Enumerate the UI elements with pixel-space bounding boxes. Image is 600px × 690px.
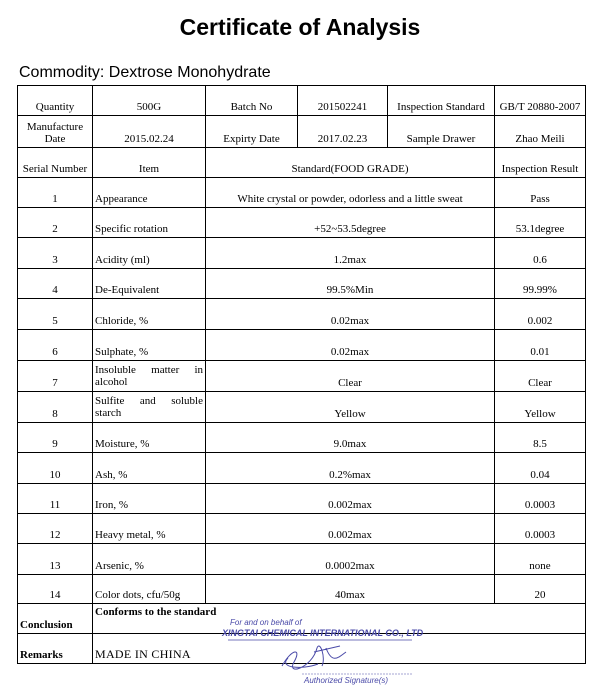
stamp-signature-text: Authorized Signature(s) bbox=[304, 676, 389, 685]
row-standard: 0.2%max bbox=[206, 453, 495, 484]
conclusion-label: Conclusion bbox=[18, 604, 93, 634]
inspection-standard-value: GB/T 20880-2007 bbox=[495, 86, 586, 116]
table-row bbox=[18, 514, 586, 544]
table-row bbox=[18, 178, 586, 208]
analysis-table bbox=[17, 85, 586, 664]
row-standard: 0.002max bbox=[206, 514, 495, 544]
row-serial: 9 bbox=[18, 423, 93, 453]
row-item: Sulphate, % bbox=[93, 330, 206, 361]
row-serial: 2 bbox=[18, 208, 93, 238]
row-item: Color dots, cfu/50g bbox=[93, 575, 206, 604]
row-standard: 1.2max bbox=[206, 238, 495, 269]
row-serial: 3 bbox=[18, 238, 93, 269]
row-result: 0.0003 bbox=[495, 514, 586, 544]
table-row bbox=[18, 484, 586, 514]
row-item: Acidity (ml) bbox=[93, 238, 206, 269]
row-serial: 10 bbox=[18, 453, 93, 484]
row-standard: White crystal or powder, odorless and a little sweat bbox=[206, 178, 495, 208]
row-standard: Yellow bbox=[206, 392, 495, 423]
remarks-label: Remarks bbox=[18, 634, 93, 664]
table-row bbox=[18, 208, 586, 238]
row-item: Ash, % bbox=[93, 453, 206, 484]
quantity-value: 500G bbox=[93, 86, 206, 116]
remarks-value: MADE IN CHINA bbox=[93, 634, 586, 664]
col-standard-header: Standard(FOOD GRADE) bbox=[206, 148, 495, 178]
stamp-company-text: XINGTAI CHEMICAL INTERNATIONAL CO., LTD bbox=[222, 628, 424, 638]
expiry-label: Expirty Date bbox=[206, 116, 298, 148]
table-row bbox=[18, 238, 586, 269]
row-serial: 6 bbox=[18, 330, 93, 361]
table-body bbox=[18, 178, 586, 604]
row-standard: 99.5%Min bbox=[206, 269, 495, 299]
row-result: 8.5 bbox=[495, 423, 586, 453]
batch-value: 201502241 bbox=[298, 86, 388, 116]
company-stamp bbox=[222, 618, 422, 690]
expiry-value: 2017.02.23 bbox=[298, 116, 388, 148]
row-standard: 0.002max bbox=[206, 484, 495, 514]
manufacture-date-value: 2015.02.24 bbox=[93, 116, 206, 148]
row-serial: 11 bbox=[18, 484, 93, 514]
row-result: 0.6 bbox=[495, 238, 586, 269]
drawer-value: Zhao Meili bbox=[495, 116, 586, 148]
table-row bbox=[18, 269, 586, 299]
row-item: Moisture, % bbox=[93, 423, 206, 453]
row-serial: 7 bbox=[18, 361, 93, 392]
row-result: 53.1degree bbox=[495, 208, 586, 238]
row-serial: 12 bbox=[18, 514, 93, 544]
row-standard: 0.02max bbox=[206, 330, 495, 361]
row-result: 20 bbox=[495, 575, 586, 604]
row-serial: 4 bbox=[18, 269, 93, 299]
row-result: Pass bbox=[495, 178, 586, 208]
header-row-2 bbox=[18, 116, 586, 148]
row-item: Heavy metal, % bbox=[93, 514, 206, 544]
row-result: 99.99% bbox=[495, 269, 586, 299]
row-standard: Clear bbox=[206, 361, 495, 392]
row-serial: 1 bbox=[18, 178, 93, 208]
commodity-line: Commodity: Dextrose Monohydrate bbox=[19, 64, 271, 81]
row-result: Clear bbox=[495, 361, 586, 392]
row-item: Specific rotation bbox=[93, 208, 206, 238]
col-item-header: Item bbox=[93, 148, 206, 178]
row-result: Yellow bbox=[495, 392, 586, 423]
row-item: Sulfite and soluble starch bbox=[93, 392, 206, 423]
row-item: De-Equivalent bbox=[93, 269, 206, 299]
manufacture-date-label: Manufacture Date bbox=[18, 116, 93, 148]
row-result: 0.0003 bbox=[495, 484, 586, 514]
row-result: none bbox=[495, 544, 586, 575]
stamp-behalf-text: For and on behalf of bbox=[230, 618, 302, 627]
col-serial-header: Serial Number bbox=[18, 148, 93, 178]
header-row-1 bbox=[18, 86, 586, 116]
batch-label: Batch No bbox=[206, 86, 298, 116]
quantity-label: Quantity bbox=[18, 86, 93, 116]
drawer-label: Sample Drawer bbox=[388, 116, 495, 148]
row-item: Iron, % bbox=[93, 484, 206, 514]
table-row bbox=[18, 361, 586, 392]
row-standard: 0.0002max bbox=[206, 544, 495, 575]
table-row bbox=[18, 330, 586, 361]
row-standard: 9.0max bbox=[206, 423, 495, 453]
row-serial: 5 bbox=[18, 299, 93, 330]
row-item: Chloride, % bbox=[93, 299, 206, 330]
row-item: Arsenic, % bbox=[93, 544, 206, 575]
table-row bbox=[18, 453, 586, 484]
inspection-standard-label: Inspection Standard bbox=[388, 86, 495, 116]
row-serial: 8 bbox=[18, 392, 93, 423]
row-standard: +52~53.5degree bbox=[206, 208, 495, 238]
conclusion-value: Conforms to the standard bbox=[93, 604, 586, 634]
row-result: 0.04 bbox=[495, 453, 586, 484]
table-row bbox=[18, 544, 586, 575]
table-row bbox=[18, 299, 586, 330]
row-item: Appearance bbox=[93, 178, 206, 208]
column-header-row bbox=[18, 148, 586, 178]
table-row bbox=[18, 423, 586, 453]
row-serial: 13 bbox=[18, 544, 93, 575]
row-standard: 0.02max bbox=[206, 299, 495, 330]
document-title: Certificate of Analysis bbox=[179, 14, 421, 40]
table-row bbox=[18, 575, 586, 604]
table-row bbox=[18, 392, 586, 423]
row-item: Insoluble matter in alcohol bbox=[93, 361, 206, 392]
row-result: 0.01 bbox=[495, 330, 586, 361]
row-serial: 14 bbox=[18, 575, 93, 604]
row-standard: 40max bbox=[206, 575, 495, 604]
row-result: 0.002 bbox=[495, 299, 586, 330]
col-result-header: Inspection Result bbox=[495, 148, 586, 178]
